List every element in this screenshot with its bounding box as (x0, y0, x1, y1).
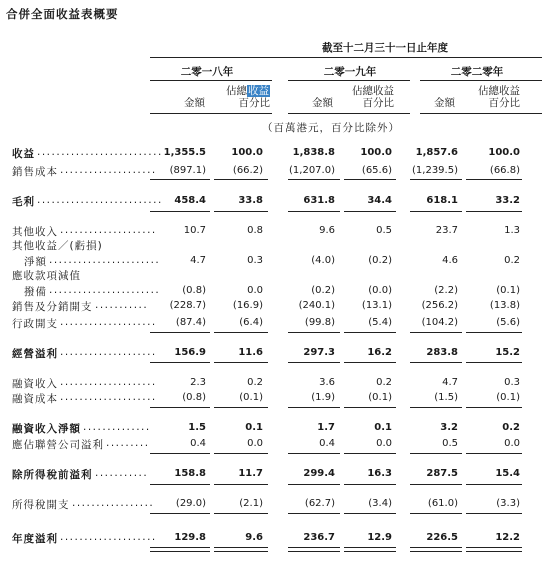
single-rule (410, 513, 462, 514)
cell-value: 0.3 (247, 255, 263, 266)
year-header-2019: 二零一九年 (323, 66, 377, 78)
cell-value: (4.0) (311, 255, 335, 266)
cell-value: (61.0) (427, 498, 458, 509)
single-rule (344, 453, 396, 454)
single-rule (410, 332, 462, 333)
leader-dots: ................. (72, 497, 155, 509)
col-pct-highlight: 收益 (248, 85, 269, 97)
single-rule (150, 211, 210, 212)
single-rule (214, 362, 268, 363)
cell-value: 0.2 (502, 422, 520, 433)
double-rule (288, 547, 340, 552)
leader-dots: .............. (83, 421, 151, 433)
leader-dots: ....................... (49, 254, 161, 266)
single-rule (214, 513, 268, 514)
cell-value: (13.1) (361, 300, 392, 311)
year-rule-2019 (288, 80, 410, 81)
single-rule (410, 211, 462, 212)
row-label: 收益 (12, 148, 35, 160)
single-rule (466, 179, 522, 180)
single-rule (344, 407, 396, 408)
cell-value: 11.6 (238, 347, 263, 358)
single-rule (288, 513, 340, 514)
col-pct-label: 佔總收益 (352, 85, 394, 97)
single-rule (288, 453, 340, 454)
double-rule (150, 547, 210, 552)
single-rule (288, 211, 340, 212)
double-rule (466, 547, 522, 552)
leader-dots: ......... (106, 437, 150, 449)
cell-value: 0.8 (247, 225, 263, 236)
leader-dots: .......................... (37, 194, 163, 206)
single-rule (150, 362, 210, 363)
cell-value: 618.1 (426, 195, 458, 206)
cell-value: (0.1) (496, 392, 520, 403)
col-pct-label-2: 百分比 (238, 97, 270, 109)
cell-value: (5.4) (368, 317, 392, 328)
col-pct-2018: 佔總收益 百分比 (210, 85, 270, 109)
cell-value: (99.8) (304, 317, 335, 328)
col-amount-2018: 金額 (184, 97, 205, 109)
header-rule-2018 (150, 113, 272, 114)
cell-value: (16.9) (232, 300, 263, 311)
cell-value: (2.1) (239, 498, 263, 509)
single-rule (214, 407, 268, 408)
single-rule (150, 484, 210, 485)
cell-value: 3.6 (319, 377, 335, 388)
col-amount-2020: 金額 (434, 97, 455, 109)
cell-value: 299.4 (303, 468, 335, 479)
cell-value: 0.4 (319, 438, 335, 449)
cell-value: 15.2 (495, 347, 520, 358)
cell-value: 1,355.5 (163, 147, 206, 158)
cell-value: (2.2) (434, 285, 458, 296)
cell-value: (1,239.5) (412, 165, 458, 176)
cell-value: 100.0 (360, 147, 392, 158)
cell-value: (3.3) (496, 498, 520, 509)
col-pct-2020 (458, 85, 520, 109)
cell-value: 2.3 (190, 377, 206, 388)
row-label: 淨額 (24, 256, 47, 268)
cell-value: 12.2 (495, 532, 520, 543)
cell-value: 156.9 (174, 347, 206, 358)
single-rule (288, 179, 340, 180)
cell-value: (66.8) (489, 165, 520, 176)
row-label: 其他收益／(虧損) (12, 240, 103, 252)
cell-value: 236.7 (303, 532, 335, 543)
col-pct-label-2: 百分比 (488, 97, 520, 109)
single-rule (150, 407, 210, 408)
cell-value: 100.0 (488, 147, 520, 158)
cell-value: 0.0 (504, 438, 520, 449)
single-rule (466, 407, 522, 408)
cell-value: (1.9) (311, 392, 335, 403)
year-header-2020: 二零二零年 (450, 66, 504, 78)
cell-value: 0.1 (374, 422, 392, 433)
cell-value: 1,838.8 (292, 147, 335, 158)
leader-dots: .................... (60, 224, 157, 236)
single-rule (466, 453, 522, 454)
unit-note: （百萬港元，百分比除外） (262, 122, 400, 134)
single-rule (344, 513, 396, 514)
double-rule (344, 547, 396, 552)
row-label: 所得稅開支 (12, 499, 70, 511)
leader-dots: .................... (60, 391, 157, 403)
cell-value: 9.6 (245, 532, 263, 543)
cell-value: 0.2 (504, 255, 520, 266)
cell-value: (1,207.0) (289, 165, 335, 176)
cell-value: 33.8 (238, 195, 263, 206)
leader-dots: .................... (60, 164, 157, 176)
leader-dots: ........... (95, 467, 149, 479)
single-rule (150, 453, 210, 454)
cell-value: 16.2 (367, 347, 392, 358)
cell-value: (228.7) (169, 300, 206, 311)
cell-value: 11.7 (238, 468, 263, 479)
cell-value: (0.1) (368, 392, 392, 403)
single-rule (466, 484, 522, 485)
leader-dots: .................... (60, 346, 157, 358)
cell-value: 12.9 (367, 532, 392, 543)
single-rule (410, 453, 462, 454)
cell-value: (256.2) (421, 300, 458, 311)
row-label: 應佔聯營公司溢利 (12, 439, 104, 451)
single-rule (466, 211, 522, 212)
row-label: 其他收入 (12, 226, 58, 238)
leader-dots: .......................... (37, 146, 163, 158)
year-rule-2018 (150, 80, 272, 81)
cell-value: 23.7 (435, 225, 458, 236)
single-rule (288, 407, 340, 408)
cell-value: 0.0 (247, 438, 263, 449)
single-rule (410, 179, 462, 180)
cell-value: (65.6) (361, 165, 392, 176)
col-pct-2019 (334, 85, 394, 109)
cell-value: 0.0 (247, 285, 263, 296)
row-label: 經營溢利 (12, 348, 58, 360)
cell-value: (104.2) (421, 317, 458, 328)
single-rule (466, 513, 522, 514)
cell-value: (29.0) (175, 498, 206, 509)
row-label: 融資成本 (12, 393, 58, 405)
cell-value: (62.7) (304, 498, 335, 509)
cell-value: (0.1) (239, 392, 263, 403)
cell-value: 4.7 (190, 255, 206, 266)
period-header-rule (150, 57, 542, 58)
single-rule (214, 211, 268, 212)
single-rule (214, 453, 268, 454)
col-pct-label-2: 百分比 (362, 97, 394, 109)
cell-value: (0.2) (368, 255, 392, 266)
cell-value: (0.0) (368, 285, 392, 296)
cell-value: 9.6 (319, 225, 335, 236)
single-rule (410, 362, 462, 363)
cell-value: 10.7 (183, 225, 206, 236)
single-rule (344, 179, 396, 180)
single-rule (344, 211, 396, 212)
row-label: 毛利 (12, 196, 35, 208)
cell-value: 1.7 (317, 422, 335, 433)
single-rule (344, 484, 396, 485)
cell-value: (0.8) (182, 285, 206, 296)
cell-value: 1.3 (504, 225, 520, 236)
row-label: 行政開支 (12, 318, 58, 330)
cell-value: 100.0 (231, 147, 263, 158)
single-rule (214, 484, 268, 485)
cell-value: 458.4 (174, 195, 206, 206)
single-rule (410, 407, 462, 408)
single-rule (150, 513, 210, 514)
row-label: 應收款項減值 (12, 270, 81, 282)
cell-value: (240.1) (298, 300, 335, 311)
cell-value: 0.2 (247, 377, 263, 388)
leader-dots: .................... (60, 376, 157, 388)
single-rule (466, 332, 522, 333)
leader-dots: ....................... (49, 284, 161, 296)
single-rule (150, 332, 210, 333)
cell-value: 16.3 (367, 468, 392, 479)
period-header: 截至十二月三十一日止年度 (322, 42, 448, 54)
cell-value: (0.2) (311, 285, 335, 296)
col-pct-label: 佔總收益 (478, 85, 520, 97)
single-rule (410, 484, 462, 485)
row-label: 除所得稅前溢利 (12, 469, 93, 481)
header-rule-2019 (288, 113, 410, 114)
cell-value: (6.4) (239, 317, 263, 328)
cell-value: 34.4 (367, 195, 392, 206)
single-rule (344, 332, 396, 333)
cell-value: 3.2 (440, 422, 458, 433)
cell-value: 4.6 (442, 255, 458, 266)
row-label: 銷售及分銷開支 (12, 301, 93, 313)
page-title: 合併全面收益表概要 (6, 7, 119, 21)
cell-value: (5.6) (496, 317, 520, 328)
year-header-2018: 二零一八年 (180, 66, 234, 78)
single-rule (288, 484, 340, 485)
cell-value: 4.7 (442, 377, 458, 388)
double-rule (214, 547, 268, 552)
cell-value: 0.1 (245, 422, 263, 433)
cell-value: 283.8 (426, 347, 458, 358)
row-label: 年度溢利 (12, 533, 58, 545)
cell-value: 0.3 (504, 377, 520, 388)
cell-value: 15.4 (495, 468, 520, 479)
cell-value: 33.2 (495, 195, 520, 206)
cell-value: 158.8 (174, 468, 206, 479)
cell-value: (0.8) (182, 392, 206, 403)
cell-value: 0.4 (190, 438, 206, 449)
single-rule (288, 362, 340, 363)
single-rule (288, 332, 340, 333)
row-label: 銷售成本 (12, 166, 58, 178)
year-rule-2020 (420, 80, 542, 81)
row-label: 融資收入淨額 (12, 423, 81, 435)
single-rule (214, 179, 268, 180)
cell-value: 0.2 (376, 377, 392, 388)
leader-dots: .................... (60, 531, 157, 543)
cell-value: (1.5) (434, 392, 458, 403)
cell-value: (0.1) (496, 285, 520, 296)
cell-value: 287.5 (426, 468, 458, 479)
header-rule-2020 (420, 113, 542, 114)
col-amount-2019: 金額 (312, 97, 333, 109)
cell-value: 0.5 (442, 438, 458, 449)
leader-dots: ........... (95, 299, 149, 311)
cell-value: (897.1) (169, 165, 206, 176)
single-rule (214, 332, 268, 333)
cell-value: 297.3 (303, 347, 335, 358)
row-label: 融資收入 (12, 378, 58, 390)
cell-value: 0.0 (376, 438, 392, 449)
double-rule (410, 547, 462, 552)
single-rule (150, 179, 210, 180)
cell-value: 226.5 (426, 532, 458, 543)
cell-value: 1,857.6 (415, 147, 458, 158)
leader-dots: .................... (60, 316, 157, 328)
cell-value: 0.5 (376, 225, 392, 236)
cell-value: 1.5 (188, 422, 206, 433)
cell-value: (13.8) (489, 300, 520, 311)
cell-value: 631.8 (303, 195, 335, 206)
cell-value: (87.4) (175, 317, 206, 328)
single-rule (344, 362, 396, 363)
cell-value: (66.2) (232, 165, 263, 176)
single-rule (466, 362, 522, 363)
cell-value: 129.8 (174, 532, 206, 543)
cell-value: (3.4) (368, 498, 392, 509)
row-label: 撥備 (24, 286, 47, 298)
